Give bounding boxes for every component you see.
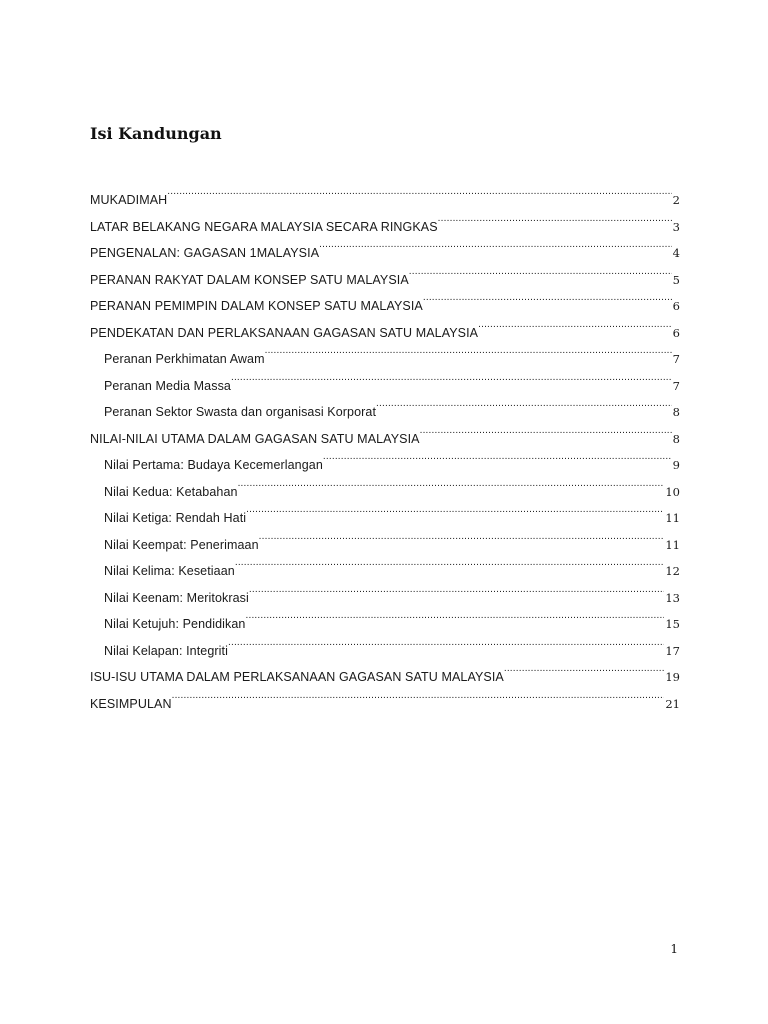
toc-entry-title: NILAI-NILAI UTAMA DALAM GAGASAN SATU MALAYSIA	[90, 431, 420, 446]
toc-entry-page: 8	[672, 431, 680, 446]
toc-entry-page: 15	[665, 617, 680, 631]
toc-leader-dots	[423, 284, 672, 310]
toc-entry-page: 8	[672, 405, 680, 419]
toc-entry-page: 3	[672, 219, 680, 234]
toc-leader-dots	[245, 602, 664, 628]
toc-leader-dots	[231, 364, 672, 390]
toc-entry-page: 19	[665, 670, 680, 684]
toc-entry-title: Peranan Sektor Swasta dan organisasi Korporat	[104, 405, 377, 419]
toc-entry-title: PENGENALAN: GAGASAN 1MALAYSIA	[90, 246, 320, 260]
toc-entry-title: PERANAN PEMIMPIN DALAM KONSEP SATU MALAYSIA	[90, 299, 423, 313]
toc-entry-page: 6	[672, 325, 680, 340]
toc-entry-page: 21	[665, 696, 680, 711]
toc-leader-dots	[409, 258, 672, 284]
toc-entry-title: MUKADIMAH	[90, 193, 168, 207]
toc-entry-title: LATAR BELAKANG NEGARA MALAYSIA SECARA RINGKAS	[90, 219, 438, 234]
toc-entry-page: 2	[672, 193, 680, 207]
toc-entry-title: Nilai Ketiga: Rendah Hati	[104, 511, 247, 525]
toc-leader-dots	[438, 205, 672, 231]
toc-leader-dots	[167, 178, 671, 204]
toc-entry-title: PERANAN RAKYAT DALAM KONSEP SATU MALAYSIA	[90, 272, 409, 287]
toc-entry-page: 9	[672, 458, 680, 472]
toc-entry-title: Nilai Keempat: Penerimaan	[104, 537, 259, 552]
toc-leader-dots	[238, 470, 665, 496]
toc-leader-dots	[265, 337, 672, 363]
toc-entry-page: 6	[672, 299, 680, 313]
toc-entry-title: Nilai Keenam: Meritokrasi	[104, 590, 249, 605]
toc-leader-dots	[172, 682, 665, 708]
toc-entry-title: Peranan Perkhimatan Awam	[104, 352, 265, 366]
toc-heading: Isi Kandungan	[90, 124, 222, 143]
toc-entry-kesimpulan[interactable]	[90, 682, 680, 709]
toc-entry-title: KESIMPULAN	[90, 696, 172, 711]
toc-entry-page: 5	[672, 272, 680, 287]
toc-leader-dots	[249, 576, 664, 602]
toc-entry-title: ISU-ISU UTAMA DALAM PERLAKSANAAN GAGASAN SATU MALAYSIA	[90, 670, 504, 684]
toc-entry-title: Nilai Ketujuh: Pendidikan	[104, 617, 246, 631]
toc-leader-dots	[323, 443, 672, 469]
table-of-contents	[90, 178, 680, 711]
toc-entry-page: 13	[665, 590, 680, 605]
toc-leader-dots	[420, 417, 672, 443]
toc-entry-page: 12	[665, 564, 680, 578]
toc-entry-page: 10	[665, 484, 680, 499]
toc-leader-dots	[228, 629, 664, 655]
toc-entry-title: PENDEKATAN DAN PERLAKSANAAN GAGASAN SATU MALAYSIA	[90, 325, 479, 340]
toc-entry-title: Nilai Kelapan: Integriti	[104, 643, 228, 658]
toc-leader-dots	[376, 390, 672, 416]
toc-entry-title: Peranan Media Massa	[104, 378, 231, 393]
toc-leader-dots	[319, 231, 672, 257]
toc-entry-page: 11	[665, 537, 680, 552]
toc-entry-title: Nilai Pertama: Budaya Kecemerlangan	[104, 458, 323, 472]
page-number: 1	[670, 942, 678, 956]
toc-leader-dots	[259, 523, 665, 549]
toc-entry-page: 4	[672, 246, 680, 260]
toc-leader-dots	[246, 496, 664, 522]
toc-entry-page: 7	[672, 378, 680, 393]
toc-entry-page: 7	[672, 352, 680, 366]
toc-entry-mukadimah[interactable]	[90, 178, 680, 205]
toc-entry-title: Nilai Kedua: Ketabahan	[104, 484, 238, 499]
toc-entry-page: 17	[665, 643, 680, 658]
toc-leader-dots	[478, 311, 672, 337]
toc-entry-page: 11	[665, 511, 680, 525]
toc-leader-dots	[235, 549, 665, 575]
toc-entry-latar-belakang[interactable]	[90, 205, 680, 232]
toc-entry-title: Nilai Kelima: Kesetiaan	[104, 564, 235, 578]
toc-leader-dots	[504, 655, 665, 681]
